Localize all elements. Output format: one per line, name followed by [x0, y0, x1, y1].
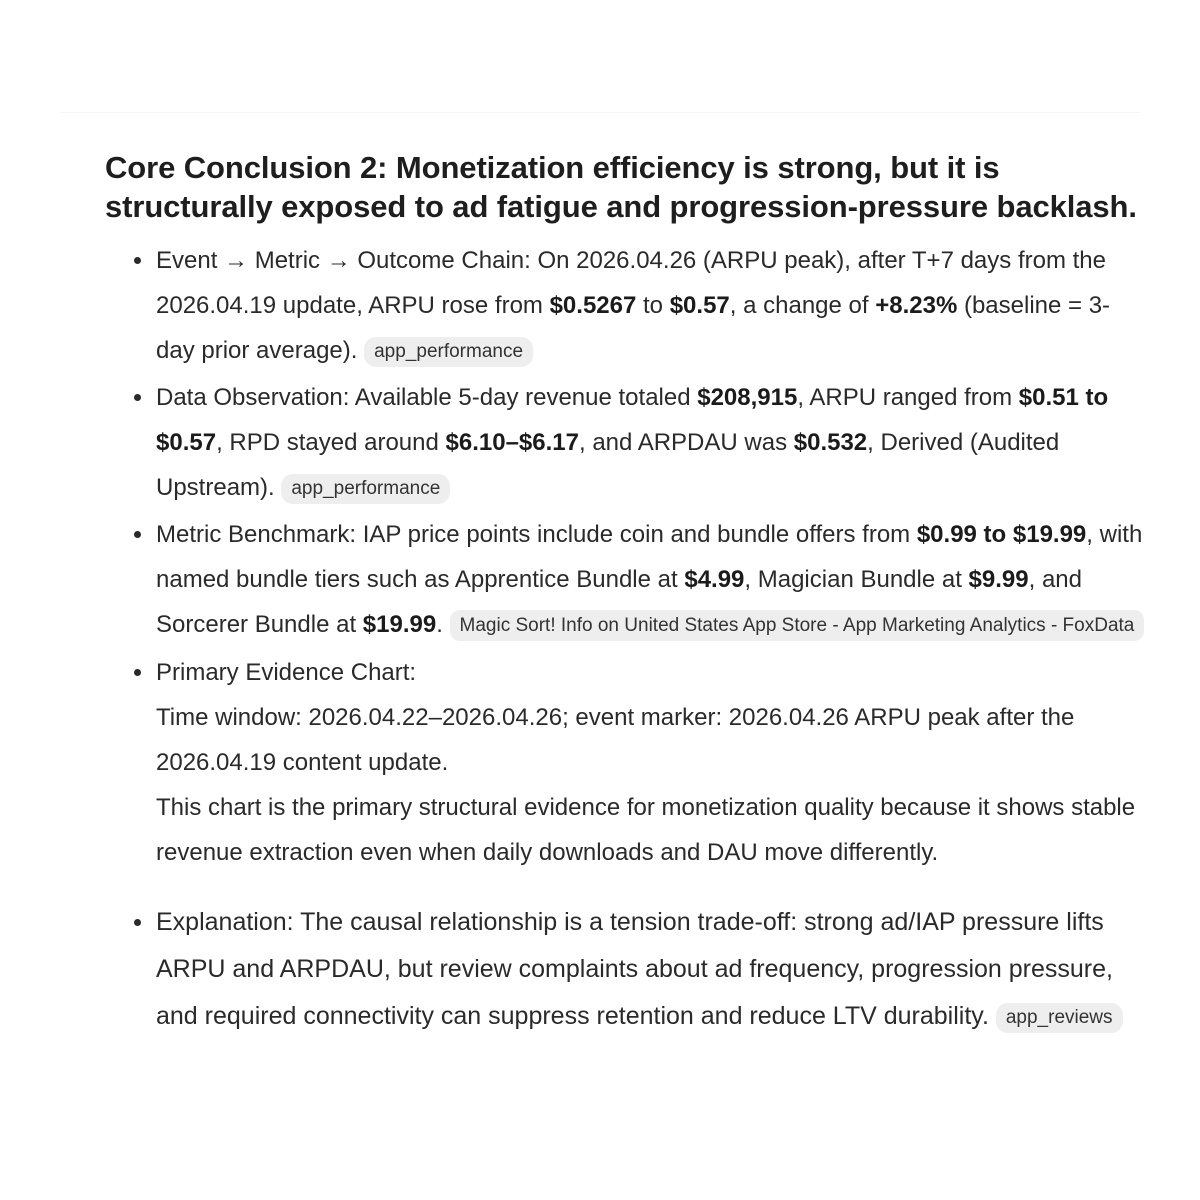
item-text: Primary Evidence Chart: — [156, 659, 417, 686]
source-tag[interactable]: app_reviews — [996, 1003, 1123, 1033]
list-item-event-chain — [156, 238, 1145, 373]
item-text: to — [636, 292, 670, 319]
list-item-explanation — [156, 899, 1145, 1040]
item-bold-value: $0.5267 — [549, 292, 637, 319]
item-text: This chart is the primary structural evidence for monetization quality because it shows stable revenue extraction even when daily downloads and DAU move differently. — [156, 794, 1136, 866]
item-text: , Magician Bundle at — [744, 566, 969, 593]
list-item-metric-benchmark — [156, 512, 1145, 648]
item-bold-value: $0.51 to $0.57 — [156, 384, 1109, 456]
item-bold-value: $19.99 — [362, 611, 437, 638]
item-text: Time window: 2026.04.22–2026.04.26; event marker: 2026.04.26 ARPU peak after the 2026.04.19 content update. — [156, 704, 1075, 776]
source-tag[interactable]: app_performance — [364, 337, 533, 367]
section-heading: Core Conclusion 2: Monetization efficiency is strong, but it is structurally exposed to ad fatigue and progression-pressure backlash. — [105, 150, 1137, 224]
card-top-edge — [60, 112, 1140, 113]
item-text: Event → Metric → Outcome Chain: On 2026.04.26 (ARPU peak), after T+7 days from the 2026.04.19 update, ARPU rose from — [156, 247, 1106, 319]
item-bold-value: $6.10–$6.17 — [445, 429, 579, 456]
list-item-data-observation — [156, 375, 1145, 510]
item-text: , a change of — [729, 292, 876, 319]
item-bold-value: $0.99 to $19.99 — [916, 521, 1087, 548]
report-section — [105, 148, 1145, 1042]
item-bold-value: $208,915 — [697, 384, 798, 411]
item-text: , and ARPDAU was — [578, 429, 794, 456]
source-tag[interactable]: app_performance — [281, 474, 450, 504]
item-text: Metric Benchmark: IAP price points include coin and bundle offers from — [156, 521, 917, 548]
item-text: , RPD stayed around — [216, 429, 446, 456]
item-text: Explanation: The causal relationship is a tension trade-off: strong ad/IAP pressure lifts ARPU and ARPDAU, but review complaints about ad frequency, progression pressure, and required connectivity can suppress retention and reduce LTV durability. — [156, 908, 1113, 1030]
item-text: , with named bundle tiers such as Apprentice Bundle at — [156, 521, 1143, 593]
item-bold-value: $4.99 — [684, 566, 745, 593]
item-text: , ARPU ranged from — [797, 384, 1019, 411]
finding-list — [105, 238, 1145, 1040]
item-text: . — [436, 611, 450, 638]
item-text: Data Observation: Available 5-day revenue totaled — [156, 384, 698, 411]
item-text: , Derived (Audited Upstream). — [156, 429, 1060, 501]
source-tag[interactable]: Magic Sort! Info on United States App Store - App Marketing Analytics - FoxData — [450, 610, 1145, 641]
item-bold-value: $9.99 — [968, 566, 1029, 593]
item-text: (baseline = 3-day prior average). — [156, 292, 1111, 364]
item-text: , and Sorcerer Bundle at — [156, 566, 1082, 638]
item-bold-value: $0.57 — [669, 292, 730, 319]
item-bold-value: +8.23% — [875, 292, 958, 319]
list-item-primary-evidence — [156, 650, 1145, 875]
item-bold-value: $0.532 — [793, 429, 868, 456]
